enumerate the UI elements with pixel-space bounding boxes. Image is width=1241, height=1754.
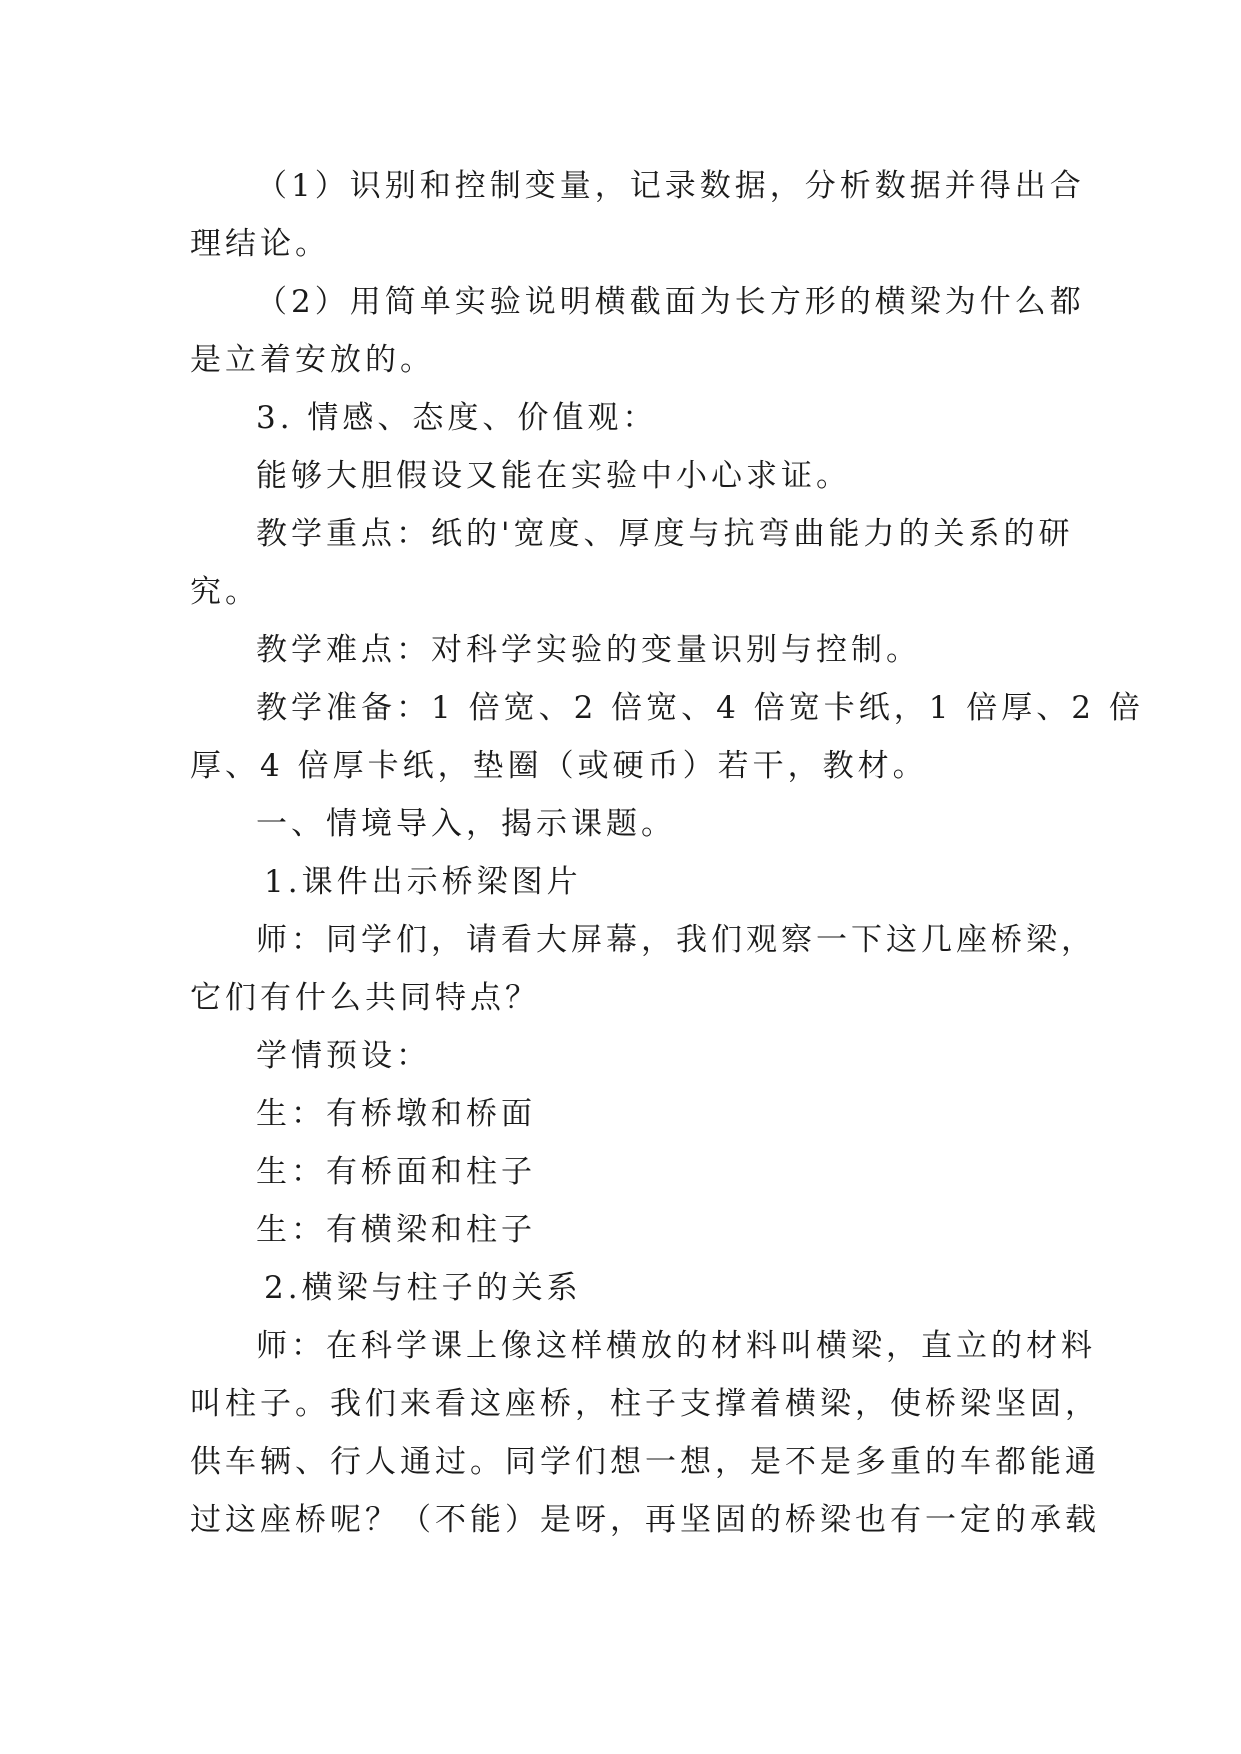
text-line-2: 理结论。 [190,226,330,262]
text-line-11: 厚、4 倍厚卡纸，垫圈（或硬币）若干，教材。 [190,748,928,784]
text-line-20: 2.横梁与柱子的关系 [264,1270,582,1306]
text-line-16: 学情预设： [256,1038,431,1074]
text-line-1: （1）识别和控制变量，记录数据，分析数据并得出合 [256,168,1085,204]
text-line-10: 教学准备：1 倍宽、2 倍宽、4 倍宽卡纸，1 倍厚、2 倍 [256,690,1144,726]
text-line-9: 教学难点：对科学实验的变量识别与控制。 [256,632,921,668]
text-line-17: 生：有桥墩和桥面 [256,1096,536,1132]
text-line-14: 师：同学们，请看大屏幕，我们观察一下这几座桥梁， [256,922,1096,958]
text-line-12: 一、情境导入，揭示课题。 [256,806,676,842]
text-line-18: 生：有桥面和柱子 [256,1154,536,1190]
text-line-21: 师：在科学课上像这样横放的材料叫横梁，直立的材料 [256,1328,1096,1364]
text-line-22: 叫柱子。我们来看这座桥，柱子支撑着横梁，使桥梁坚固， [190,1386,1100,1422]
text-line-15: 它们有什么共同特点？ [190,980,540,1016]
text-line-23: 供车辆、行人通过。同学们想一想，是不是多重的车都能通 [190,1444,1100,1480]
text-line-3: （2）用简单实验说明横截面为长方形的横梁为什么都 [256,284,1085,320]
text-line-19: 生：有横梁和柱子 [256,1212,536,1248]
text-line-4: 是立着安放的。 [190,342,435,378]
text-line-6: 能够大胆假设又能在实验中小心求证。 [256,458,851,494]
text-line-24: 过这座桥呢？（不能）是呀，再坚固的桥梁也有一定的承载 [190,1502,1100,1538]
text-line-8: 究。 [190,574,260,610]
text-line-7: 教学重点：纸的'宽度、厚度与抗弯曲能力的关系的研 [256,516,1074,552]
text-line-13: 1.课件出示桥梁图片 [264,864,582,900]
text-line-5: 3. 情感、态度、价值观： [256,400,658,436]
